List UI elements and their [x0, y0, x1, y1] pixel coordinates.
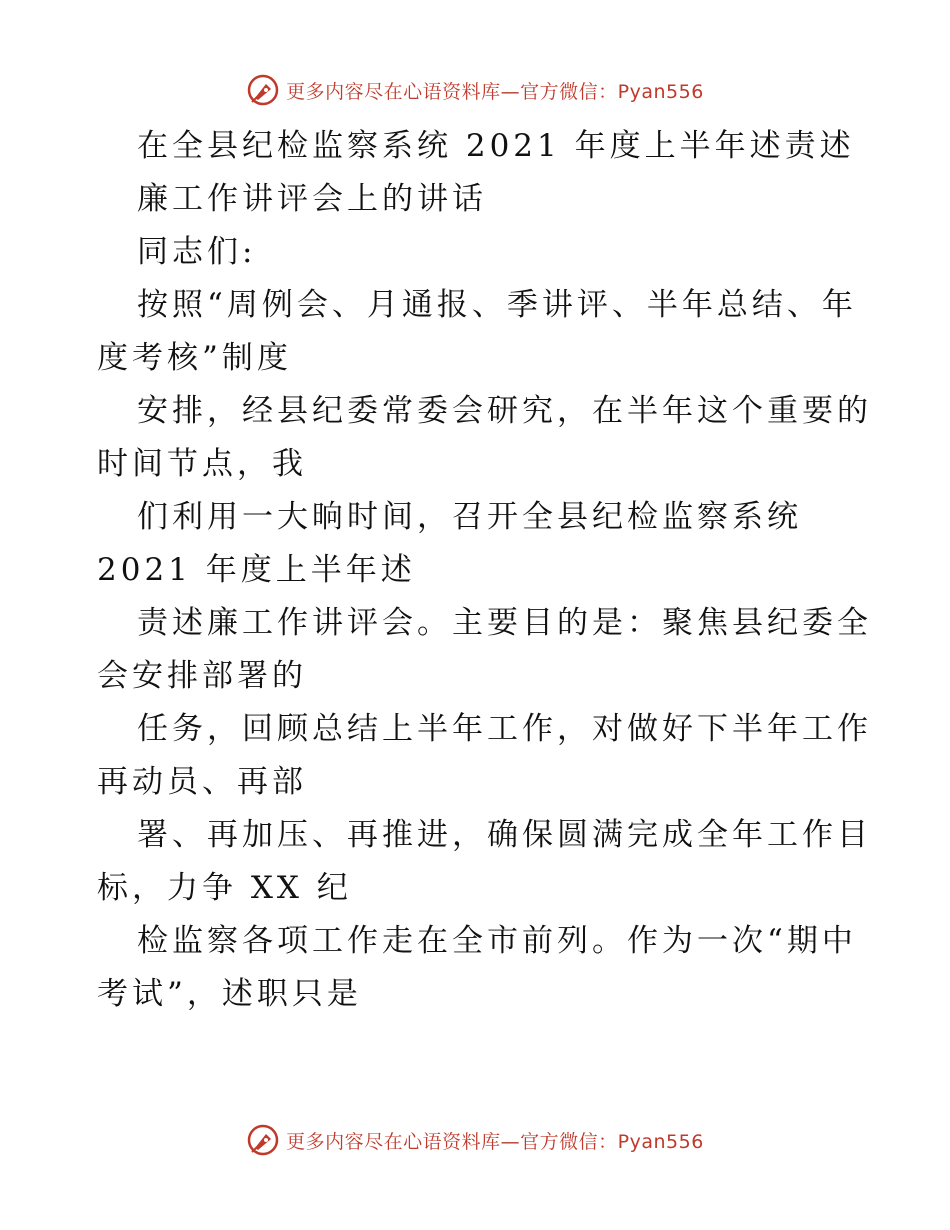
watermark-separator: —: [500, 80, 521, 103]
document-line: 2021 年度上半年述: [97, 552, 416, 588]
document-line: 标，力争 XX 纪: [97, 870, 352, 906]
document-line: 任务，回顾总结上半年工作，对做好下半年工作: [137, 711, 872, 747]
pen-nib-circle-icon: [246, 1123, 280, 1157]
document-line: 同志们:: [137, 234, 257, 270]
document-line: 再动员、再部: [97, 764, 307, 800]
watermark-wechat: 官方微信：Pyan556: [520, 80, 704, 103]
document-line: 考试”，述职只是: [97, 976, 362, 1012]
document-line: 署、再加压、再推进，确保圆满完成全年工作目: [137, 817, 872, 853]
document-line: 们利用一大晌时间，召开全县纪检监察系统: [137, 499, 802, 535]
watermark-text: [286, 1127, 704, 1154]
document-line: 按照“周例会、月通报、季讲评、半年总结、年: [137, 287, 857, 323]
document-line: 检监察各项工作走在全市前列。作为一次“期中: [137, 923, 857, 959]
watermark-wechat: 官方微信：Pyan556: [520, 1130, 704, 1153]
header-watermark: [0, 70, 950, 110]
document-line: 廉工作讲评会上的讲话: [137, 181, 487, 217]
watermark-main: 更多内容尽在心语资料库: [286, 80, 501, 103]
pen-nib-circle-icon: [246, 73, 280, 107]
watermark-separator: —: [500, 1130, 521, 1153]
footer-watermark: [0, 1120, 950, 1160]
document-line: 时间节点，我: [97, 446, 307, 482]
document-line: 责述廉工作讲评会。主要目的是：聚焦县纪委全: [137, 605, 872, 641]
watermark-text: [286, 77, 704, 104]
document-body: [97, 120, 872, 1021]
document-line: 度考核”制度: [97, 340, 292, 376]
document-line: 在全县纪检监察系统 2021 年度上半年述责述: [137, 128, 855, 164]
document-line: 会安排部署的: [97, 658, 307, 694]
watermark-main: 更多内容尽在心语资料库: [286, 1130, 501, 1153]
document-line: 安排，经县纪委常委会研究，在半年这个重要的: [137, 393, 872, 429]
